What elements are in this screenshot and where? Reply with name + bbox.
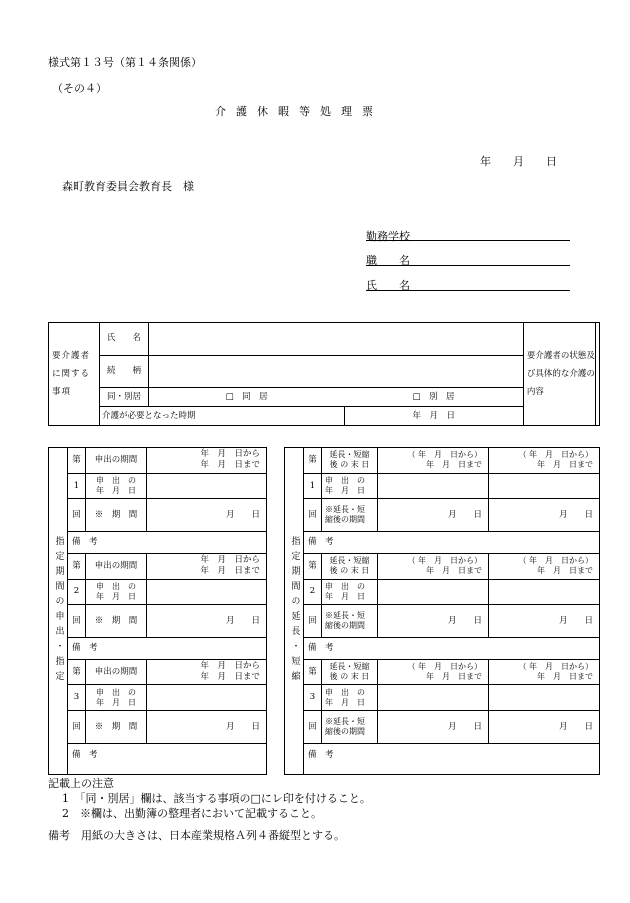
e3-end-label [322,659,378,685]
cr-relation-label: 続 柄 [100,355,149,388]
e1-request-date-field-2[interactable] [489,473,600,499]
e3-col2[interactable] [489,659,600,685]
e1-request-date-field-1[interactable] [378,473,489,499]
d2-request-date-label-2: 年 月 日 [96,591,136,601]
d2-num: 2 [68,579,86,605]
d1-request-date-label-2: 年 月 日 [96,486,136,496]
d2-request-date-field[interactable] [147,579,267,605]
designation-table [48,447,267,775]
designation-side-label: 指定期間の申出・指定 [49,448,68,775]
e3-col1-to: 年 月 日まで [426,672,482,682]
notes-footer: 備考 用紙の大きさは、日本産業規格Ａ列４番縦型とする。 [48,829,345,842]
d2-period-label: 申出の期間 [86,553,147,579]
d2-dai: 第 [68,553,86,579]
e2-col1-to: 年 月 日まで [426,566,482,576]
d1-period-from: 年 月 日から [200,449,260,460]
e2-kome-value-1[interactable]: 月 日 [378,605,489,638]
e2-num: 2 [304,579,322,605]
d3-kai: 回 [68,711,86,744]
d1-dai: 第 [68,448,86,474]
d3-period-to: 年 月 日まで [200,672,260,683]
e2-dai: 第 [304,553,322,579]
e3-request-date-label-1: 申 出 の [325,687,365,697]
e1-remarks[interactable]: 備 考 [304,532,600,554]
e2-kome-label-2: 縮後の期間 [325,621,365,631]
d1-kome-value[interactable]: 月 日 [147,499,267,532]
e1-request-date-label-1: 申 出 の [325,476,365,486]
e3-col2-from: （ 年 月 日から） [518,662,593,672]
d1-num: 1 [68,473,86,499]
e2-kome-value-2[interactable]: 月 日 [489,605,600,638]
position-label: 職 名 [366,254,410,267]
e3-request-date-label [322,685,378,711]
e3-col2-to: 年 月 日まで [537,672,593,682]
e2-request-date-field-2[interactable] [489,579,600,605]
d3-request-date-label-2: 年 月 日 [96,697,136,707]
e3-col1-from: （ 年 月 日から） [407,662,482,672]
e2-request-date-label [322,579,378,605]
care-recipient-table [48,322,600,426]
page-title: 介護休暇等処理票 [215,105,383,118]
extension-table [284,447,600,775]
d2-period-value[interactable] [147,553,267,579]
e3-kome-label [322,711,378,744]
e2-kome-label [322,605,378,638]
d2-period-from: 年 月 日から [200,555,260,566]
care-section-label: 要介護者に関する事項 [52,351,91,397]
d3-period-label: 申出の期間 [86,659,147,685]
d3-num: 3 [68,685,86,711]
d3-remarks[interactable]: 備 考 [68,744,267,775]
e3-dai: 第 [304,659,322,685]
e1-dai: 第 [304,448,322,474]
e1-kome-label-1: ※延長・短 [325,505,365,515]
e1-kome-label [322,499,378,532]
notes-item-1: 1 「同・別居」欄は、該当する事項の□にレ印を付けること。 [62,792,371,805]
cr-status-label: 要介護者の状態及び具体的な介護の内容 [526,351,595,397]
e1-col1[interactable] [378,448,489,474]
e2-remarks[interactable]: 備 考 [304,638,600,660]
d1-period-value[interactable] [147,448,267,474]
cr-name-label: 氏 名 [100,323,149,356]
e3-request-date-label-2: 年 月 日 [325,697,365,707]
name-label: 氏 名 [366,279,410,292]
e1-request-date-label-2: 年 月 日 [325,486,365,496]
e2-kai: 回 [304,605,322,638]
e1-kome-value-2[interactable]: 月 日 [489,499,600,532]
e3-kome-label-1: ※延長・短 [325,717,365,727]
d3-dai: 第 [68,659,86,685]
e1-end-label [322,448,378,474]
d3-request-date-label-1: 申 出 の [96,687,136,697]
e3-kome-value-2[interactable]: 月 日 [489,711,600,744]
cr-name-field[interactable] [149,323,524,356]
name-line[interactable] [366,290,570,291]
e3-remarks[interactable]: 備 考 [304,744,600,775]
cr-cohabit-option-2[interactable]: □ 別 居 [344,388,523,407]
e1-kai: 回 [304,499,322,532]
d1-period-to: 年 月 日まで [200,460,260,471]
e2-col1[interactable] [378,553,489,579]
e2-col2-to: 年 月 日まで [537,566,593,576]
d3-request-date-field[interactable] [147,685,267,711]
date-line: 年 月 日 [480,155,557,168]
e1-end-label-2: 後 の 末 日 [329,460,370,470]
e3-request-date-field-2[interactable] [489,685,600,711]
cr-relation-field[interactable] [149,355,524,388]
position-line[interactable] [366,265,570,266]
d3-period-from: 年 月 日から [200,661,260,672]
cr-status-field[interactable] [595,323,599,426]
notes-heading: 記載上の注意 [48,777,114,790]
e1-num: 1 [304,473,322,499]
d2-request-date-label [86,579,147,605]
d2-kome-value[interactable]: 月 日 [147,605,267,638]
e2-col2-from: （ 年 月 日から） [518,556,593,566]
d2-period-to: 年 月 日まで [200,566,260,577]
d3-kome-label: ※ 期 間 [86,711,147,744]
e2-col1-from: （ 年 月 日から） [407,556,482,566]
e1-kome-label-2: 縮後の期間 [325,515,365,525]
e1-kome-value-1[interactable]: 月 日 [378,499,489,532]
e2-request-date-label-2: 年 月 日 [325,591,365,601]
e3-kome-value-1[interactable]: 月 日 [378,711,489,744]
addressee: 森町教育委員会教育長 様 [62,180,194,193]
d1-kai: 回 [68,499,86,532]
e1-col1-from: （ 年 月 日から） [407,450,482,460]
e1-col2-to: 年 月 日まで [537,460,593,470]
e3-request-date-field-1[interactable] [378,685,489,711]
e2-end-label-1: 延長・短縮 [329,556,370,566]
e2-end-label [322,553,378,579]
d1-kome-label: ※ 期 間 [86,499,147,532]
cr-time-value[interactable]: 年 月 日 [344,407,523,426]
e2-request-date-label-1: 申 出 の [325,581,365,591]
e3-kai: 回 [304,711,322,744]
e3-kome-label-2: 縮後の期間 [325,727,365,737]
e1-col1-to: 年 月 日まで [426,460,482,470]
e3-col1[interactable] [378,659,489,685]
e3-end-label-2: 後 の 末 日 [329,672,370,682]
d1-request-date-field[interactable] [147,473,267,499]
e2-col2[interactable] [489,553,600,579]
d1-period-label: 申出の期間 [86,448,147,474]
d1-request-date-label [86,473,147,499]
d1-request-date-label-1: 申 出 の [96,476,136,486]
school-label: 勤務学校 [366,230,410,243]
e1-col2[interactable] [489,448,600,474]
d3-period-value[interactable] [147,659,267,685]
e3-end-label-1: 延長・短縮 [329,662,370,672]
school-line[interactable] [366,240,570,241]
e1-request-date-label [322,473,378,499]
cr-status-label-cell [523,323,595,426]
e3-num: 3 [304,685,322,711]
e2-end-label-2: 後 の 末 日 [329,566,370,576]
e1-col2-from: （ 年 月 日から） [518,450,593,460]
cr-cohabit-option-1[interactable]: □ 同 居 [149,388,345,407]
d2-remarks[interactable]: 備 考 [68,638,267,660]
d1-remarks[interactable]: 備 考 [68,532,267,554]
notes-item-2: 2 ※欄は、出勤簿の整理者において記載すること。 [62,807,322,820]
d2-kai: 回 [68,605,86,638]
e2-kome-label-1: ※延長・短 [325,611,365,621]
cr-cohabit-label: 同・別居 [100,388,149,407]
e2-request-date-field-1[interactable] [378,579,489,605]
sub-number: （その４） [52,82,107,95]
care-section-label-cell [49,323,100,426]
d2-kome-label: ※ 期 間 [86,605,147,638]
cr-time-label: 介護が必要となった時期 [100,407,345,426]
d2-request-date-label-1: 申 出 の [96,581,136,591]
form-number: 様式第１３号（第１４条関係） [48,56,202,69]
e1-end-label-1: 延長・短縮 [329,450,370,460]
d3-kome-value[interactable]: 月 日 [147,711,267,744]
extension-side-label: 指定期間の延長・短縮 [285,448,304,775]
d3-request-date-label [86,685,147,711]
